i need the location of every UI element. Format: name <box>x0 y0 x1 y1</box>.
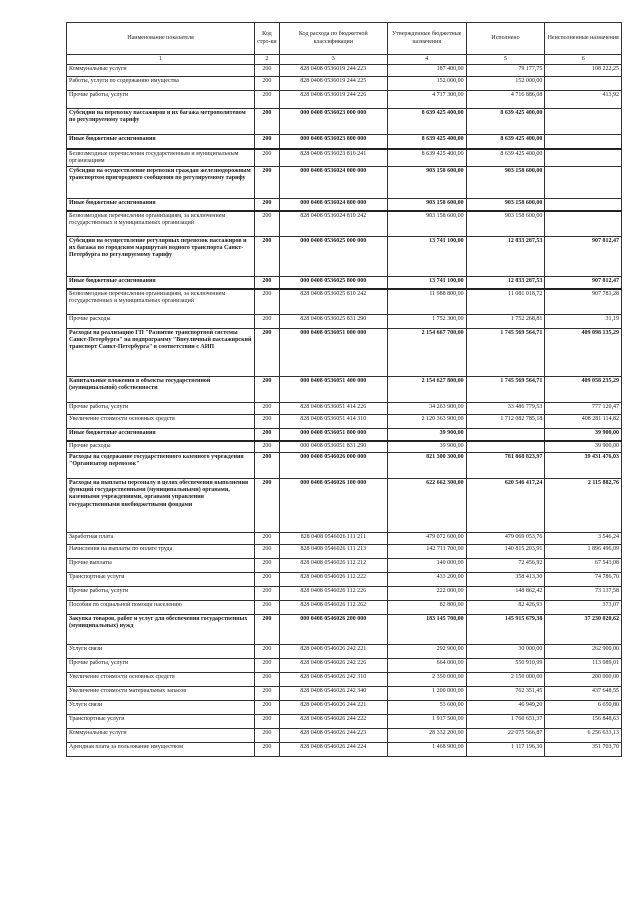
row-approved-cell: 4 717 300,00 <box>387 91 466 109</box>
row-executed-cell: 1 752 268,81 <box>466 315 545 329</box>
row-line-cell: 200 <box>255 701 280 715</box>
row-line-cell: 200 <box>255 601 280 615</box>
table-row <box>67 645 622 659</box>
table-row <box>67 715 622 729</box>
row-executed-cell: 8 639 425 400,00 <box>466 135 545 149</box>
row-approved-cell: 187 400,00 <box>387 65 466 77</box>
row-line-cell: 200 <box>255 545 280 559</box>
row-executed-cell: 1 745 569 564,71 <box>466 329 545 377</box>
row-executed-cell: 620 546 417,24 <box>466 479 545 533</box>
row-line-cell: 200 <box>255 429 280 441</box>
row-code-cell: 828 0408 0546026 242 310 <box>279 673 387 687</box>
row-name-cell: Расходы на выплаты персоналу в целях обеспечения выполнения функций государственными (муниципальными) органами, казенными учреждениями, органами управления государственными внебюджетными фондами <box>67 479 255 533</box>
row-code-cell: 828 0408 0536019 244 226 <box>279 91 387 109</box>
row-name-cell: Заработная плата <box>67 533 255 545</box>
row-code-cell: 828 0408 0546026 112 222 <box>279 573 387 587</box>
row-line-cell: 200 <box>255 673 280 687</box>
column-number-row <box>67 55 622 65</box>
header-budget-class-code: Код расхода по бюджетной классификации <box>279 23 387 55</box>
row-unexecuted-cell: 777 120,47 <box>545 403 622 415</box>
table-row <box>67 673 622 687</box>
row-unexecuted-cell: 907 812,47 <box>545 277 622 289</box>
row-unexecuted-cell: 408 281 114,82 <box>545 415 622 429</box>
row-name-cell: Арендная плата за пользование имуществом <box>67 743 255 757</box>
table-row <box>67 743 622 757</box>
row-unexecuted-cell: 262 900,00 <box>545 645 622 659</box>
row-name-cell: Безвозмездные перечисления организациям, за исключением государственных и муниципальных организаций <box>67 211 255 237</box>
table-row <box>67 429 622 441</box>
row-approved-cell: 13 741 100,00 <box>387 277 466 289</box>
table-row <box>67 659 622 673</box>
row-line-cell: 200 <box>255 199 280 211</box>
row-name-cell: Прочие расходы <box>67 441 255 453</box>
row-name-cell: Закупка товаров, работ и услуг для обеспечения государственных (муниципальных) нужд <box>67 615 255 645</box>
row-executed-cell: 903 158 600,00 <box>466 211 545 237</box>
row-line-cell: 200 <box>255 441 280 453</box>
row-unexecuted-cell: 6 650,80 <box>545 701 622 715</box>
row-code-cell: 000 0408 0536051 831 290 <box>279 441 387 453</box>
row-unexecuted-cell: 39 900,00 <box>545 429 622 441</box>
row-line-cell: 200 <box>255 659 280 673</box>
row-unexecuted-cell: 6 256 633,13 <box>545 729 622 743</box>
table-row <box>67 587 622 601</box>
row-name-cell: Прочие выплаты <box>67 559 255 573</box>
table-row <box>67 329 622 377</box>
row-name-cell: Капитальные вложения в объекты государственной (муниципальной) собственности <box>67 377 255 403</box>
row-unexecuted-cell: 351 703,70 <box>545 743 622 757</box>
row-unexecuted-cell <box>545 167 622 199</box>
row-name-cell: Прочие расходы <box>67 315 255 329</box>
row-unexecuted-cell: 413,92 <box>545 91 622 109</box>
row-executed-cell: 2 150 000,00 <box>466 673 545 687</box>
row-approved-cell: 1 468 900,00 <box>387 743 466 757</box>
row-code-cell: 000 0408 0546026 000 000 <box>279 453 387 479</box>
row-approved-cell: 292 900,00 <box>387 645 466 659</box>
row-executed-cell: 1 712 082 785,18 <box>466 415 545 429</box>
row-unexecuted-cell: 31,19 <box>545 315 622 329</box>
row-name-cell: Безвозмездные перечисления организациям, за исключением государственных и муниципальных организаций <box>67 289 255 315</box>
row-name-cell: Работы, услуги по содержанию имущества <box>67 77 255 91</box>
row-code-cell: 000 0408 0536051 400 000 <box>279 377 387 403</box>
row-unexecuted-cell: 907 812,47 <box>545 237 622 277</box>
row-approved-cell: 82 800,00 <box>387 601 466 615</box>
row-code-cell: 828 0408 0546026 112 226 <box>279 587 387 601</box>
row-code-cell: 828 0408 0536019 244 225 <box>279 77 387 91</box>
row-executed-cell: 148 862,42 <box>466 587 545 601</box>
row-executed-cell: 82 426,93 <box>466 601 545 615</box>
row-unexecuted-cell: 437 648,55 <box>545 687 622 701</box>
row-unexecuted-cell: 2 115 882,76 <box>545 479 622 533</box>
row-line-cell: 200 <box>255 403 280 415</box>
row-approved-cell: 903 158 600,00 <box>387 167 466 199</box>
row-code-cell: 000 0408 0536023 000 000 <box>279 109 387 135</box>
row-approved-cell: 479 072 600,00 <box>387 533 466 545</box>
row-line-cell: 200 <box>255 729 280 743</box>
row-name-cell: Пособия по социальной помощи населению <box>67 601 255 615</box>
row-name-cell: Прочие работы, услуги <box>67 659 255 673</box>
row-code-cell: 828 0408 0536023 810 241 <box>279 149 387 167</box>
row-line-cell: 200 <box>255 135 280 149</box>
row-line-cell: 200 <box>255 715 280 729</box>
row-code-cell: 828 0408 0546026 242 221 <box>279 645 387 659</box>
row-code-cell: 828 0408 0546026 244 222 <box>279 715 387 729</box>
row-line-cell: 200 <box>255 645 280 659</box>
row-name-cell: Прочие работы, услуги <box>67 587 255 601</box>
table-row <box>67 545 622 559</box>
row-line-cell: 200 <box>255 377 280 403</box>
table-row <box>67 289 622 315</box>
row-executed-cell: 762 351,45 <box>466 687 545 701</box>
column-number: 6 <box>545 55 622 65</box>
row-approved-cell: 11 988 800,00 <box>387 289 466 315</box>
row-code-cell: 828 0408 0546026 244 223 <box>279 729 387 743</box>
row-name-cell: Транспортные услуги <box>67 715 255 729</box>
row-executed-cell: 1 117 196,30 <box>466 743 545 757</box>
row-name-cell: Безвозмездные перечисления государственным и муниципальным организациям <box>67 149 255 167</box>
row-line-cell: 200 <box>255 587 280 601</box>
row-code-cell: 000 0408 0536023 800 000 <box>279 135 387 149</box>
table-row <box>67 615 622 645</box>
row-executed-cell: 781 868 823,97 <box>466 453 545 479</box>
row-name-cell: Увеличение стоимости основных средств <box>67 673 255 687</box>
header-line-code: Код стро-ки <box>255 23 280 55</box>
row-name-cell: Субсидия на осуществление перевозки граждан железнодорожным транспортом пригородного сообщения по регулируемому тарифу <box>67 167 255 199</box>
row-line-cell: 200 <box>255 91 280 109</box>
row-name-cell: Иные бюджетные ассигнования <box>67 135 255 149</box>
table-row <box>67 559 622 573</box>
row-executed-cell: 152 000,00 <box>466 77 545 91</box>
table-row <box>67 135 622 149</box>
row-code-cell: 000 0408 0536025 800 000 <box>279 277 387 289</box>
row-approved-cell: 2 154 667 700,00 <box>387 329 466 377</box>
row-line-cell: 200 <box>255 687 280 701</box>
table-row <box>67 377 622 403</box>
row-approved-cell: 903 158 600,00 <box>387 211 466 237</box>
table-row <box>67 687 622 701</box>
row-unexecuted-cell: 373,07 <box>545 601 622 615</box>
column-number: 2 <box>255 55 280 65</box>
row-executed-cell: 11 081 018,72 <box>466 289 545 315</box>
row-approved-cell: 2 120 363 900,00 <box>387 415 466 429</box>
table-row <box>67 149 622 167</box>
row-code-cell: 828 0408 0536051 414 226 <box>279 403 387 415</box>
row-executed-cell: 4 716 886,08 <box>466 91 545 109</box>
row-approved-cell: 13 741 100,00 <box>387 237 466 277</box>
table-row <box>67 601 622 615</box>
row-line-cell: 200 <box>255 315 280 329</box>
row-approved-cell: 8 639 425 400,00 <box>387 135 466 149</box>
row-code-cell: 828 0408 0546026 242 340 <box>279 687 387 701</box>
row-unexecuted-cell: 39 900,00 <box>545 441 622 453</box>
row-code-cell: 828 0408 0536025 810 242 <box>279 289 387 315</box>
row-approved-cell: 903 158 600,00 <box>387 199 466 211</box>
row-unexecuted-cell <box>545 135 622 149</box>
row-code-cell: 828 0408 0546026 111 213 <box>279 545 387 559</box>
row-unexecuted-cell: 907 781,28 <box>545 289 622 315</box>
row-name-cell: Иные бюджетные ассигнования <box>67 429 255 441</box>
row-name-cell: Расходы на содержание государственного казенного учреждения "Организатор перевозок" <box>67 453 255 479</box>
row-name-cell: Прочие работы, услуги <box>67 403 255 415</box>
row-line-cell: 200 <box>255 559 280 573</box>
row-executed-cell: 1 745 569 564,71 <box>466 377 545 403</box>
row-name-cell: Коммунальные услуги <box>67 729 255 743</box>
header-executed: Исполнено <box>466 23 545 55</box>
row-unexecuted-cell <box>545 149 622 167</box>
table-body <box>67 65 622 757</box>
row-code-cell: 828 0408 0546026 244 224 <box>279 743 387 757</box>
row-unexecuted-cell: 113 089,01 <box>545 659 622 673</box>
row-code-cell: 828 0408 0546026 111 211 <box>279 533 387 545</box>
table-row <box>67 167 622 199</box>
row-code-cell: 828 0408 0546026 244 221 <box>279 701 387 715</box>
row-unexecuted-cell <box>545 77 622 91</box>
column-number: 1 <box>67 55 255 65</box>
row-approved-cell: 622 662 300,00 <box>387 479 466 533</box>
row-approved-cell: 222 000,00 <box>387 587 466 601</box>
row-unexecuted-cell: 1 896 496,09 <box>545 545 622 559</box>
row-code-cell: 000 0408 0536024 800 000 <box>279 199 387 211</box>
row-approved-cell: 2 350 000,00 <box>387 673 466 687</box>
row-approved-cell: 664 000,00 <box>387 659 466 673</box>
row-name-cell: Увеличение стоимости основных средств <box>67 415 255 429</box>
row-code-cell: 828 0408 0536051 414 310 <box>279 415 387 429</box>
row-line-cell: 200 <box>255 237 280 277</box>
table-row <box>67 533 622 545</box>
table-row <box>67 441 622 453</box>
row-approved-cell: 8 639 425 400,00 <box>387 149 466 167</box>
row-executed-cell <box>466 429 545 441</box>
row-unexecuted-cell: 200 000,00 <box>545 673 622 687</box>
row-code-cell: 828 0408 0546026 112 262 <box>279 601 387 615</box>
table-row <box>67 415 622 429</box>
row-unexecuted-cell: 74 786,70 <box>545 573 622 587</box>
row-line-cell: 200 <box>255 109 280 135</box>
row-executed-cell: 1 760 651,37 <box>466 715 545 729</box>
row-name-cell: Увеличение стоимости материальных запасов <box>67 687 255 701</box>
row-line-cell: 200 <box>255 211 280 237</box>
row-executed-cell <box>466 441 545 453</box>
row-name-cell: Прочие работы, услуги <box>67 91 255 109</box>
table-row <box>67 199 622 211</box>
row-code-cell: 000 0408 0536025 000 000 <box>279 237 387 277</box>
row-line-cell: 200 <box>255 479 280 533</box>
row-approved-cell: 1 752 300,00 <box>387 315 466 329</box>
row-approved-cell: 28 332 200,00 <box>387 729 466 743</box>
row-name-cell: Транспортные услуги <box>67 573 255 587</box>
table-row <box>67 277 622 289</box>
row-executed-cell: 145 915 679,38 <box>466 615 545 645</box>
row-line-cell: 200 <box>255 149 280 167</box>
row-unexecuted-cell: 108 222,25 <box>545 65 622 77</box>
row-approved-cell: 8 639 425 400,00 <box>387 109 466 135</box>
row-name-cell: Субсидии на перевозку пассажиров и их багажа метрополитеном по регулируемому тарифу <box>67 109 255 135</box>
row-executed-cell: 22 075 566,87 <box>466 729 545 743</box>
row-unexecuted-cell: 409 058 235,29 <box>545 377 622 403</box>
row-executed-cell: 72 456,92 <box>466 559 545 573</box>
row-unexecuted-cell: 67 543,08 <box>545 559 622 573</box>
row-line-cell: 200 <box>255 743 280 757</box>
row-approved-cell: 140 000,00 <box>387 559 466 573</box>
table-row <box>67 403 622 415</box>
row-executed-cell: 79 177,75 <box>466 65 545 77</box>
row-executed-cell: 550 910,99 <box>466 659 545 673</box>
row-approved-cell: 433 200,00 <box>387 573 466 587</box>
row-line-cell: 200 <box>255 533 280 545</box>
row-executed-cell: 140 815 203,91 <box>466 545 545 559</box>
table-row <box>67 109 622 135</box>
row-unexecuted-cell: 37 230 020,62 <box>545 615 622 645</box>
row-code-cell: 000 0408 0536024 000 000 <box>279 167 387 199</box>
header-name: Наименование показателя <box>67 23 255 55</box>
row-unexecuted-cell <box>545 199 622 211</box>
row-unexecuted-cell: 156 848,63 <box>545 715 622 729</box>
table-row <box>67 65 622 77</box>
row-approved-cell: 39 900,00 <box>387 441 466 453</box>
row-approved-cell: 39 900,00 <box>387 429 466 441</box>
row-unexecuted-cell: 39 431 476,03 <box>545 453 622 479</box>
row-executed-cell: 479 069 053,76 <box>466 533 545 545</box>
row-name-cell: Иные бюджетные ассигнования <box>67 277 255 289</box>
table-row <box>67 573 622 587</box>
table-row <box>67 91 622 109</box>
row-code-cell: 000 0408 0546026 200 000 <box>279 615 387 645</box>
row-approved-cell: 142 711 700,00 <box>387 545 466 559</box>
row-approved-cell: 2 154 627 800,00 <box>387 377 466 403</box>
row-code-cell: 828 0408 0536025 831 290 <box>279 315 387 329</box>
column-number: 4 <box>387 55 466 65</box>
row-name-cell: Начисления на выплаты по оплате труда <box>67 545 255 559</box>
row-executed-cell: 46 949,20 <box>466 701 545 715</box>
row-code-cell: 828 0408 0536024 810 242 <box>279 211 387 237</box>
row-line-cell: 200 <box>255 453 280 479</box>
row-executed-cell: 8 639 425 400,00 <box>466 109 545 135</box>
row-code-cell: 828 0408 0546026 112 212 <box>279 559 387 573</box>
row-line-cell: 200 <box>255 329 280 377</box>
header-approved: Утвержденные бюджетные назначения <box>387 23 466 55</box>
row-approved-cell: 183 145 700,00 <box>387 615 466 645</box>
row-executed-cell: 33 486 779,53 <box>466 403 545 415</box>
row-unexecuted-cell: 409 098 135,29 <box>545 329 622 377</box>
table-row <box>67 453 622 479</box>
header-unexecuted: Неисполненные назначения <box>545 23 622 55</box>
row-code-cell: 828 0408 0546026 242 226 <box>279 659 387 673</box>
budget-execution-table <box>66 22 622 757</box>
row-executed-cell: 358 413,30 <box>466 573 545 587</box>
row-executed-cell: 30 000,00 <box>466 645 545 659</box>
row-approved-cell: 821 300 300,00 <box>387 453 466 479</box>
row-unexecuted-cell: 73 137,58 <box>545 587 622 601</box>
row-name-cell: Услуги связи <box>67 701 255 715</box>
row-line-cell: 200 <box>255 289 280 315</box>
table-row <box>67 315 622 329</box>
row-approved-cell: 152 000,00 <box>387 77 466 91</box>
row-approved-cell: 34 263 900,00 <box>387 403 466 415</box>
table-row <box>67 729 622 743</box>
row-code-cell: 000 0408 0536051 800 000 <box>279 429 387 441</box>
row-unexecuted-cell <box>545 211 622 237</box>
table-row <box>67 701 622 715</box>
header-row <box>67 23 622 55</box>
row-approved-cell: 1 917 500,00 <box>387 715 466 729</box>
row-line-cell: 200 <box>255 615 280 645</box>
row-code-cell: 000 0408 0546026 100 000 <box>279 479 387 533</box>
row-approved-cell: 53 600,00 <box>387 701 466 715</box>
column-number: 5 <box>466 55 545 65</box>
table-row <box>67 479 622 533</box>
row-line-cell: 200 <box>255 65 280 77</box>
row-line-cell: 200 <box>255 77 280 91</box>
row-name-cell: Иные бюджетные ассигнования <box>67 199 255 211</box>
row-name-cell: Расходы на реализацию ГП "Развитие транспортной системы Санкт-Петербурга" на подпрограмму "Внеуличный пассажирский транспорт Санкт-Петербурга" в соответствии с АИП <box>67 329 255 377</box>
table-row <box>67 211 622 237</box>
column-number: 3 <box>279 55 387 65</box>
row-line-cell: 200 <box>255 573 280 587</box>
row-executed-cell: 903 158 600,00 <box>466 199 545 211</box>
table-row <box>67 77 622 91</box>
table-row <box>67 237 622 277</box>
row-line-cell: 200 <box>255 167 280 199</box>
row-name-cell: Услуги связи <box>67 645 255 659</box>
row-line-cell: 200 <box>255 277 280 289</box>
row-code-cell: 000 0408 0536051 000 000 <box>279 329 387 377</box>
row-unexecuted-cell: 3 546,24 <box>545 533 622 545</box>
row-executed-cell: 12 833 287,53 <box>466 277 545 289</box>
row-executed-cell: 8 639 425 400,00 <box>466 149 545 167</box>
row-name-cell: Субсидия на осуществление регулярных перевозок пассажиров и их багажа по городским маршрутам водного транспорта Санкт-Петербурга по регулируемому тарифу <box>67 237 255 277</box>
budget-table-container <box>66 22 622 757</box>
row-approved-cell: 1 200 000,00 <box>387 687 466 701</box>
row-executed-cell: 12 833 287,53 <box>466 237 545 277</box>
row-line-cell: 200 <box>255 415 280 429</box>
row-code-cell: 828 0408 0536019 244 223 <box>279 65 387 77</box>
row-unexecuted-cell <box>545 109 622 135</box>
row-executed-cell: 903 158 600,00 <box>466 167 545 199</box>
row-name-cell: Коммунальные услуги <box>67 65 255 77</box>
